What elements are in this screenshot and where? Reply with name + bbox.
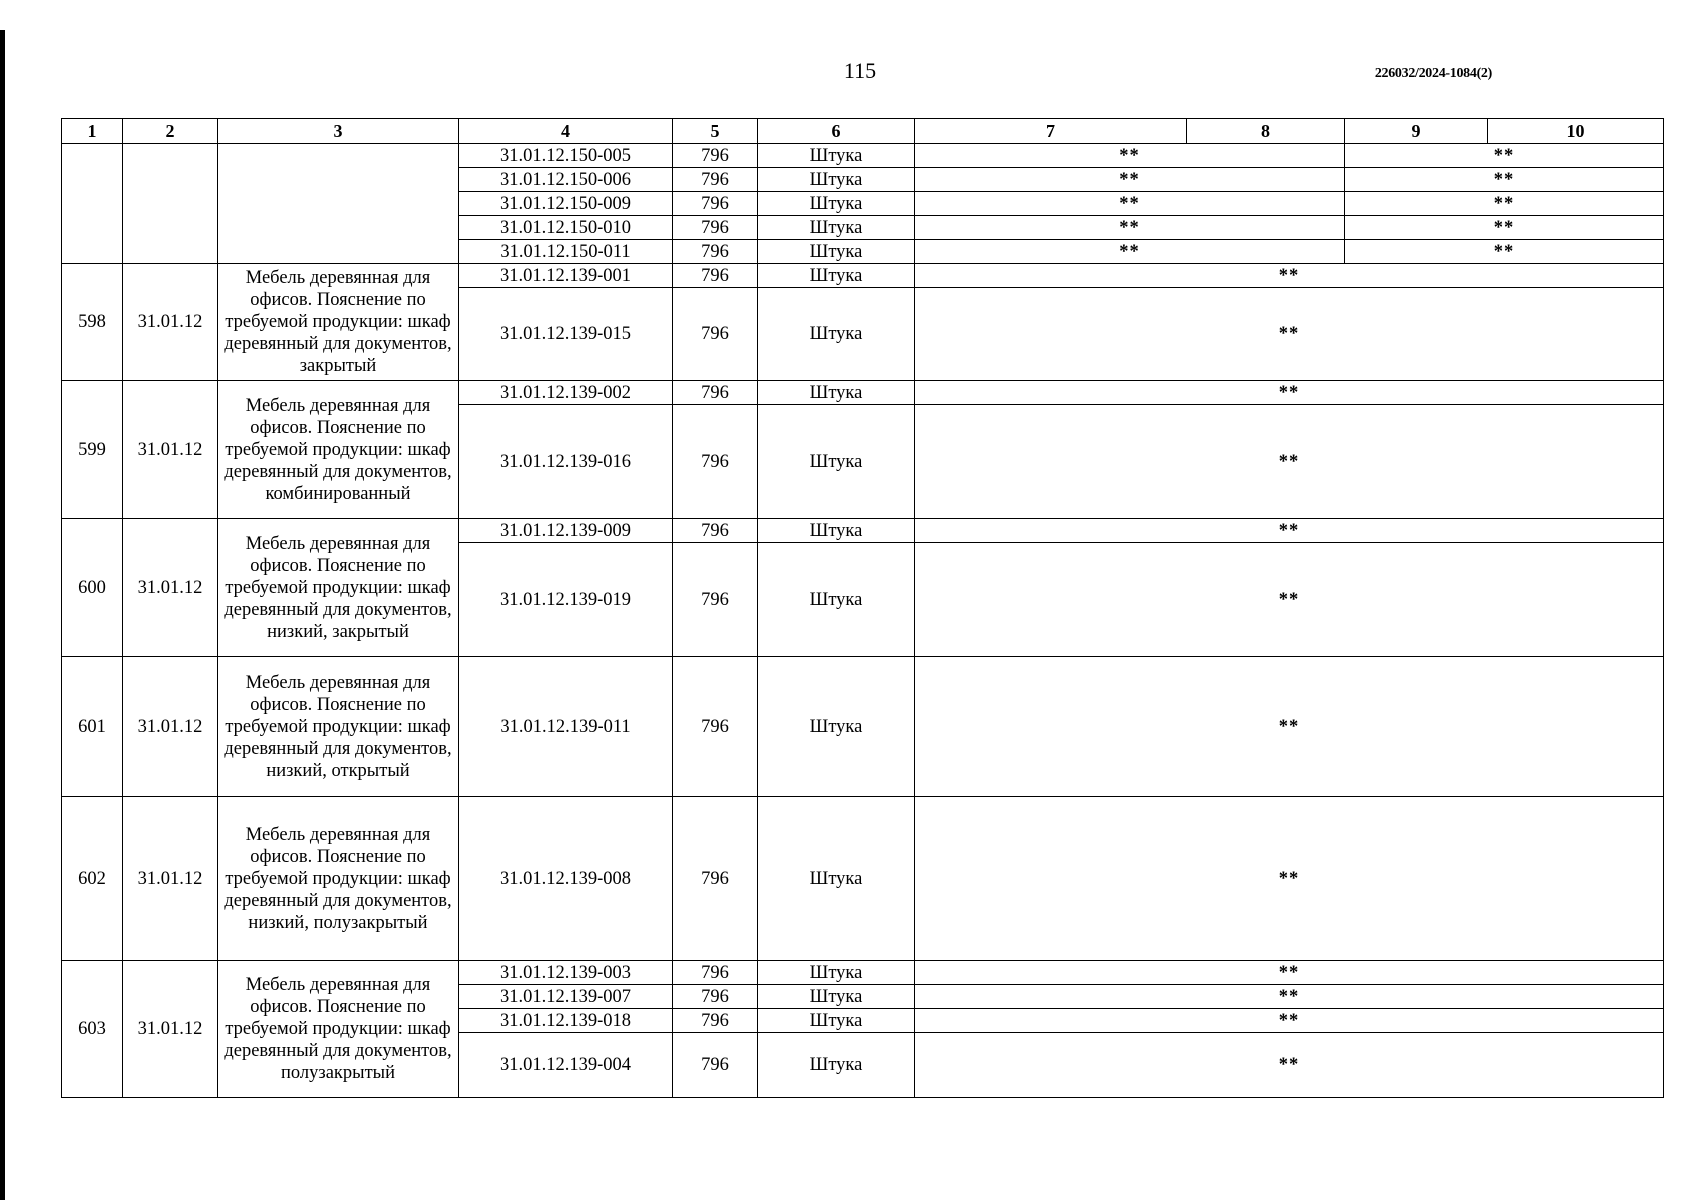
okei-cell: 796: [673, 519, 758, 543]
code-cell: 31.01.12.139-015: [459, 288, 673, 381]
okei-cell: 796: [673, 192, 758, 216]
scan-edge: [0, 30, 5, 1200]
column-header: 2: [123, 119, 218, 144]
code-cell: 31.01.12.139-007: [459, 985, 673, 1009]
code-cell: 31.01.12.139-011: [459, 657, 673, 797]
code-cell: 31.01.12.139-016: [459, 405, 673, 519]
okei-cell: 796: [673, 657, 758, 797]
unit-cell: Штука: [758, 381, 915, 405]
okei-cell: 796: [673, 985, 758, 1009]
code-cell: 31.01.12.150-010: [459, 216, 673, 240]
okpd-code: 31.01.12: [123, 519, 218, 657]
okei-cell: 796: [673, 405, 758, 519]
registry-table: [61, 118, 1664, 1098]
okpd-code: 31.01.12: [123, 381, 218, 519]
okei-cell: 796: [673, 144, 758, 168]
empty-desc-cell: [218, 144, 459, 264]
column-header: 7: [915, 119, 1187, 144]
product-description: Мебель деревянная для офисов. Пояснение по требуемой продукции: шкаф деревянный для документов, закрытый: [218, 264, 459, 381]
code-cell: 31.01.12.150-009: [459, 192, 673, 216]
column-header: 5: [673, 119, 758, 144]
product-description: Мебель деревянная для офисов. Пояснение по требуемой продукции: шкаф деревянный для документов, низкий, открытый: [218, 657, 459, 797]
value-cell: **: [915, 405, 1664, 519]
unit-cell: Штука: [758, 168, 915, 192]
unit-cell: Штука: [758, 144, 915, 168]
value-cell: **: [915, 381, 1664, 405]
code-cell: 31.01.12.150-011: [459, 240, 673, 264]
unit-cell: Штука: [758, 543, 915, 657]
entry-number: 601: [62, 657, 123, 797]
entry-number: 600: [62, 519, 123, 657]
product-description: Мебель деревянная для офисов. Пояснение по требуемой продукции: шкаф деревянный для документов, низкий, полузакрытый: [218, 797, 459, 961]
code-cell: 31.01.12.150-006: [459, 168, 673, 192]
product-description: Мебель деревянная для офисов. Пояснение по требуемой продукции: шкаф деревянный для документов, комбинированный: [218, 381, 459, 519]
unit-cell: Штука: [758, 797, 915, 961]
value-cell: **: [1345, 240, 1664, 264]
page-number: 115: [843, 58, 877, 83]
value-cell: **: [915, 519, 1664, 543]
value-cell: **: [915, 264, 1664, 288]
table-row: [62, 381, 1664, 405]
value-cell: **: [915, 543, 1664, 657]
column-header: 3: [218, 119, 459, 144]
unit-cell: Штука: [758, 192, 915, 216]
value-cell: **: [915, 985, 1664, 1009]
value-cell: **: [1345, 192, 1664, 216]
okpd-code: 31.01.12: [123, 797, 218, 961]
table-row: [62, 657, 1664, 797]
okpd-code: 31.01.12: [123, 264, 218, 381]
okpd-code: 31.01.12: [123, 961, 218, 1098]
table-row: [62, 264, 1664, 288]
okei-cell: 796: [673, 264, 758, 288]
okei-cell: 796: [673, 216, 758, 240]
product-description: Мебель деревянная для офисов. Пояснение по требуемой продукции: шкаф деревянный для документов, полузакрытый: [218, 961, 459, 1098]
unit-cell: Штука: [758, 519, 915, 543]
code-cell: 31.01.12.139-003: [459, 961, 673, 985]
code-cell: 31.01.12.139-002: [459, 381, 673, 405]
code-cell: 31.01.12.150-005: [459, 144, 673, 168]
column-number-row: [62, 119, 1664, 144]
unit-cell: Штука: [758, 1033, 915, 1098]
code-cell: 31.01.12.139-008: [459, 797, 673, 961]
okei-cell: 796: [673, 543, 758, 657]
okei-cell: 796: [673, 381, 758, 405]
okei-cell: 796: [673, 797, 758, 961]
column-header: 6: [758, 119, 915, 144]
value-cell: **: [915, 657, 1664, 797]
entry-number: 599: [62, 381, 123, 519]
value-cell: **: [1345, 144, 1664, 168]
unit-cell: Штука: [758, 405, 915, 519]
code-cell: 31.01.12.139-018: [459, 1009, 673, 1033]
unit-cell: Штука: [758, 961, 915, 985]
value-cell: **: [915, 1009, 1664, 1033]
value-cell: **: [915, 288, 1664, 381]
okei-cell: 796: [673, 240, 758, 264]
column-header: 4: [459, 119, 673, 144]
table-row: [62, 797, 1664, 961]
okei-cell: 796: [673, 168, 758, 192]
unit-cell: Штука: [758, 240, 915, 264]
unit-cell: Штука: [758, 1009, 915, 1033]
unit-cell: Штука: [758, 657, 915, 797]
column-header: 10: [1488, 119, 1664, 144]
unit-cell: Штука: [758, 985, 915, 1009]
value-cell: **: [915, 1033, 1664, 1098]
entry-number: 598: [62, 264, 123, 381]
okei-cell: 796: [673, 288, 758, 381]
value-cell: **: [915, 240, 1345, 264]
value-cell: **: [1345, 168, 1664, 192]
unit-cell: Штука: [758, 264, 915, 288]
document-reference: 226032/2024-1084(2): [1374, 66, 1492, 81]
empty-okpd-cell: [123, 144, 218, 264]
table-row: [62, 519, 1664, 543]
table-row: [62, 961, 1664, 985]
value-cell: **: [915, 797, 1664, 961]
code-cell: 31.01.12.139-009: [459, 519, 673, 543]
table-row: [62, 144, 1664, 168]
okpd-code: 31.01.12: [123, 657, 218, 797]
column-header: 1: [62, 119, 123, 144]
value-cell: **: [915, 961, 1664, 985]
entry-number: 603: [62, 961, 123, 1098]
code-cell: 31.01.12.139-019: [459, 543, 673, 657]
empty-num-cell: [62, 144, 123, 264]
okei-cell: 796: [673, 1033, 758, 1098]
value-cell: **: [915, 192, 1345, 216]
code-cell: 31.01.12.139-001: [459, 264, 673, 288]
code-cell: 31.01.12.139-004: [459, 1033, 673, 1098]
unit-cell: Штука: [758, 216, 915, 240]
column-header: 8: [1187, 119, 1345, 144]
entry-number: 602: [62, 797, 123, 961]
value-cell: **: [1345, 216, 1664, 240]
okei-cell: 796: [673, 961, 758, 985]
value-cell: **: [915, 144, 1345, 168]
product-description: Мебель деревянная для офисов. Пояснение по требуемой продукции: шкаф деревянный для документов, низкий, закрытый: [218, 519, 459, 657]
value-cell: **: [915, 216, 1345, 240]
okei-cell: 796: [673, 1009, 758, 1033]
value-cell: **: [915, 168, 1345, 192]
column-header: 9: [1345, 119, 1488, 144]
unit-cell: Штука: [758, 288, 915, 381]
